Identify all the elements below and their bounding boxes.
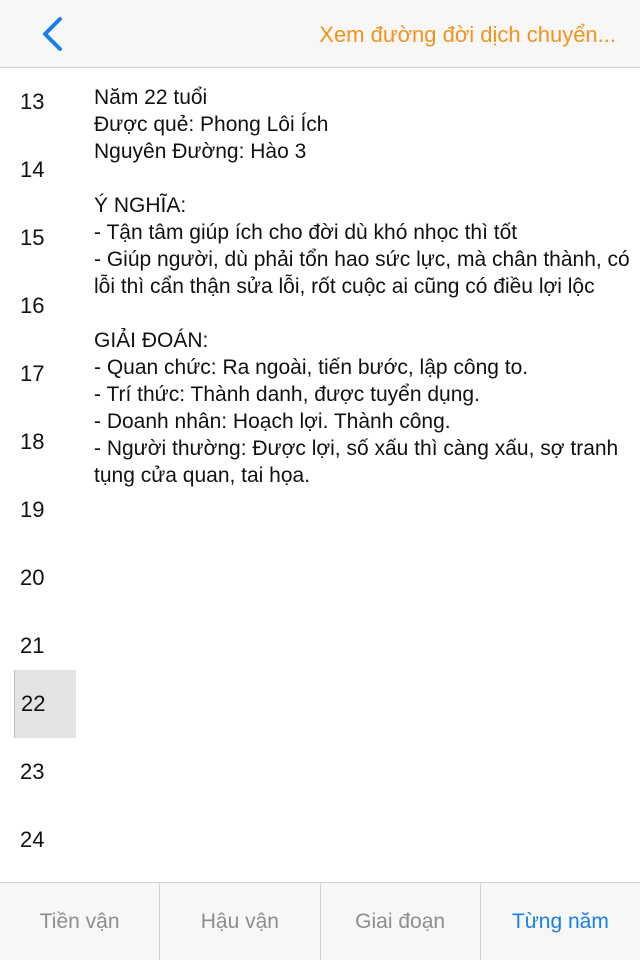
year-item[interactable]: 20: [20, 565, 45, 590]
year-item[interactable]: 17: [20, 361, 45, 386]
year-item[interactable]: 13: [20, 89, 45, 114]
year-item[interactable]: 14: [20, 157, 45, 182]
year-item[interactable]: 21: [20, 633, 45, 658]
year-item[interactable]: 23: [20, 759, 45, 784]
interpretation-line: - Người thường: Được lợi, số xấu thì càng xấu, sợ tranh tụng cửa quan, tai họa.: [94, 437, 625, 487]
meaning-heading: Ý NGHĨA:: [94, 194, 187, 217]
back-button[interactable]: [28, 10, 76, 58]
interpretation-line: - Trí thức: Thành danh, được tuyển dụng.: [94, 383, 480, 406]
year-item[interactable]: 15: [20, 225, 45, 250]
chevron-left-icon: [40, 16, 64, 52]
hexagram-line: Được quẻ: Phong Lôi Ích: [94, 113, 329, 136]
reading-content: [94, 84, 636, 516]
year-item[interactable]: 18: [20, 429, 45, 454]
meaning-block: [94, 192, 636, 300]
year-item[interactable]: 16: [20, 293, 45, 318]
year-list[interactable]: [0, 68, 78, 882]
tab-giai-doan[interactable]: Giai đoạn: [321, 883, 481, 960]
interpretation-line: - Quan chức: Ra ngoài, tiến bước, lập công to.: [94, 356, 529, 379]
nav-bar: [0, 0, 640, 68]
year-item[interactable]: 19: [20, 497, 45, 522]
year-item[interactable]: 24: [20, 827, 45, 852]
year-item-selected[interactable]: 22: [14, 670, 76, 738]
tab-hau-van[interactable]: Hậu vận: [160, 883, 320, 960]
interpretation-block: [94, 327, 630, 489]
tab-tung-nam[interactable]: Từng năm: [511, 909, 609, 933]
interpretation-heading: GIẢI ĐOÁN:: [94, 329, 209, 352]
tab-bar: [0, 882, 640, 960]
interpretation-line: - Doanh nhân: Hoạch lợi. Thành công.: [94, 410, 451, 433]
page-title: Xem đường đời dịch chuyển...: [319, 22, 616, 47]
tab-tien-van[interactable]: Tiền vận: [0, 883, 160, 960]
meaning-line: - Giúp người, dù phải tổn hao sức lực, mà chân thành, có lỗi thì cẩn thận sửa lỗi, rốt cuộc ai cũng có điều lợi lộc: [94, 248, 636, 298]
year-heading: Năm 22 tuổi: [94, 86, 208, 109]
meaning-line: - Tận tâm giúp ích cho đời dù khó nhọc thì tốt: [94, 221, 518, 244]
position-line: Nguyên Đường: Hào 3: [94, 140, 307, 163]
intro-block: [94, 84, 630, 165]
